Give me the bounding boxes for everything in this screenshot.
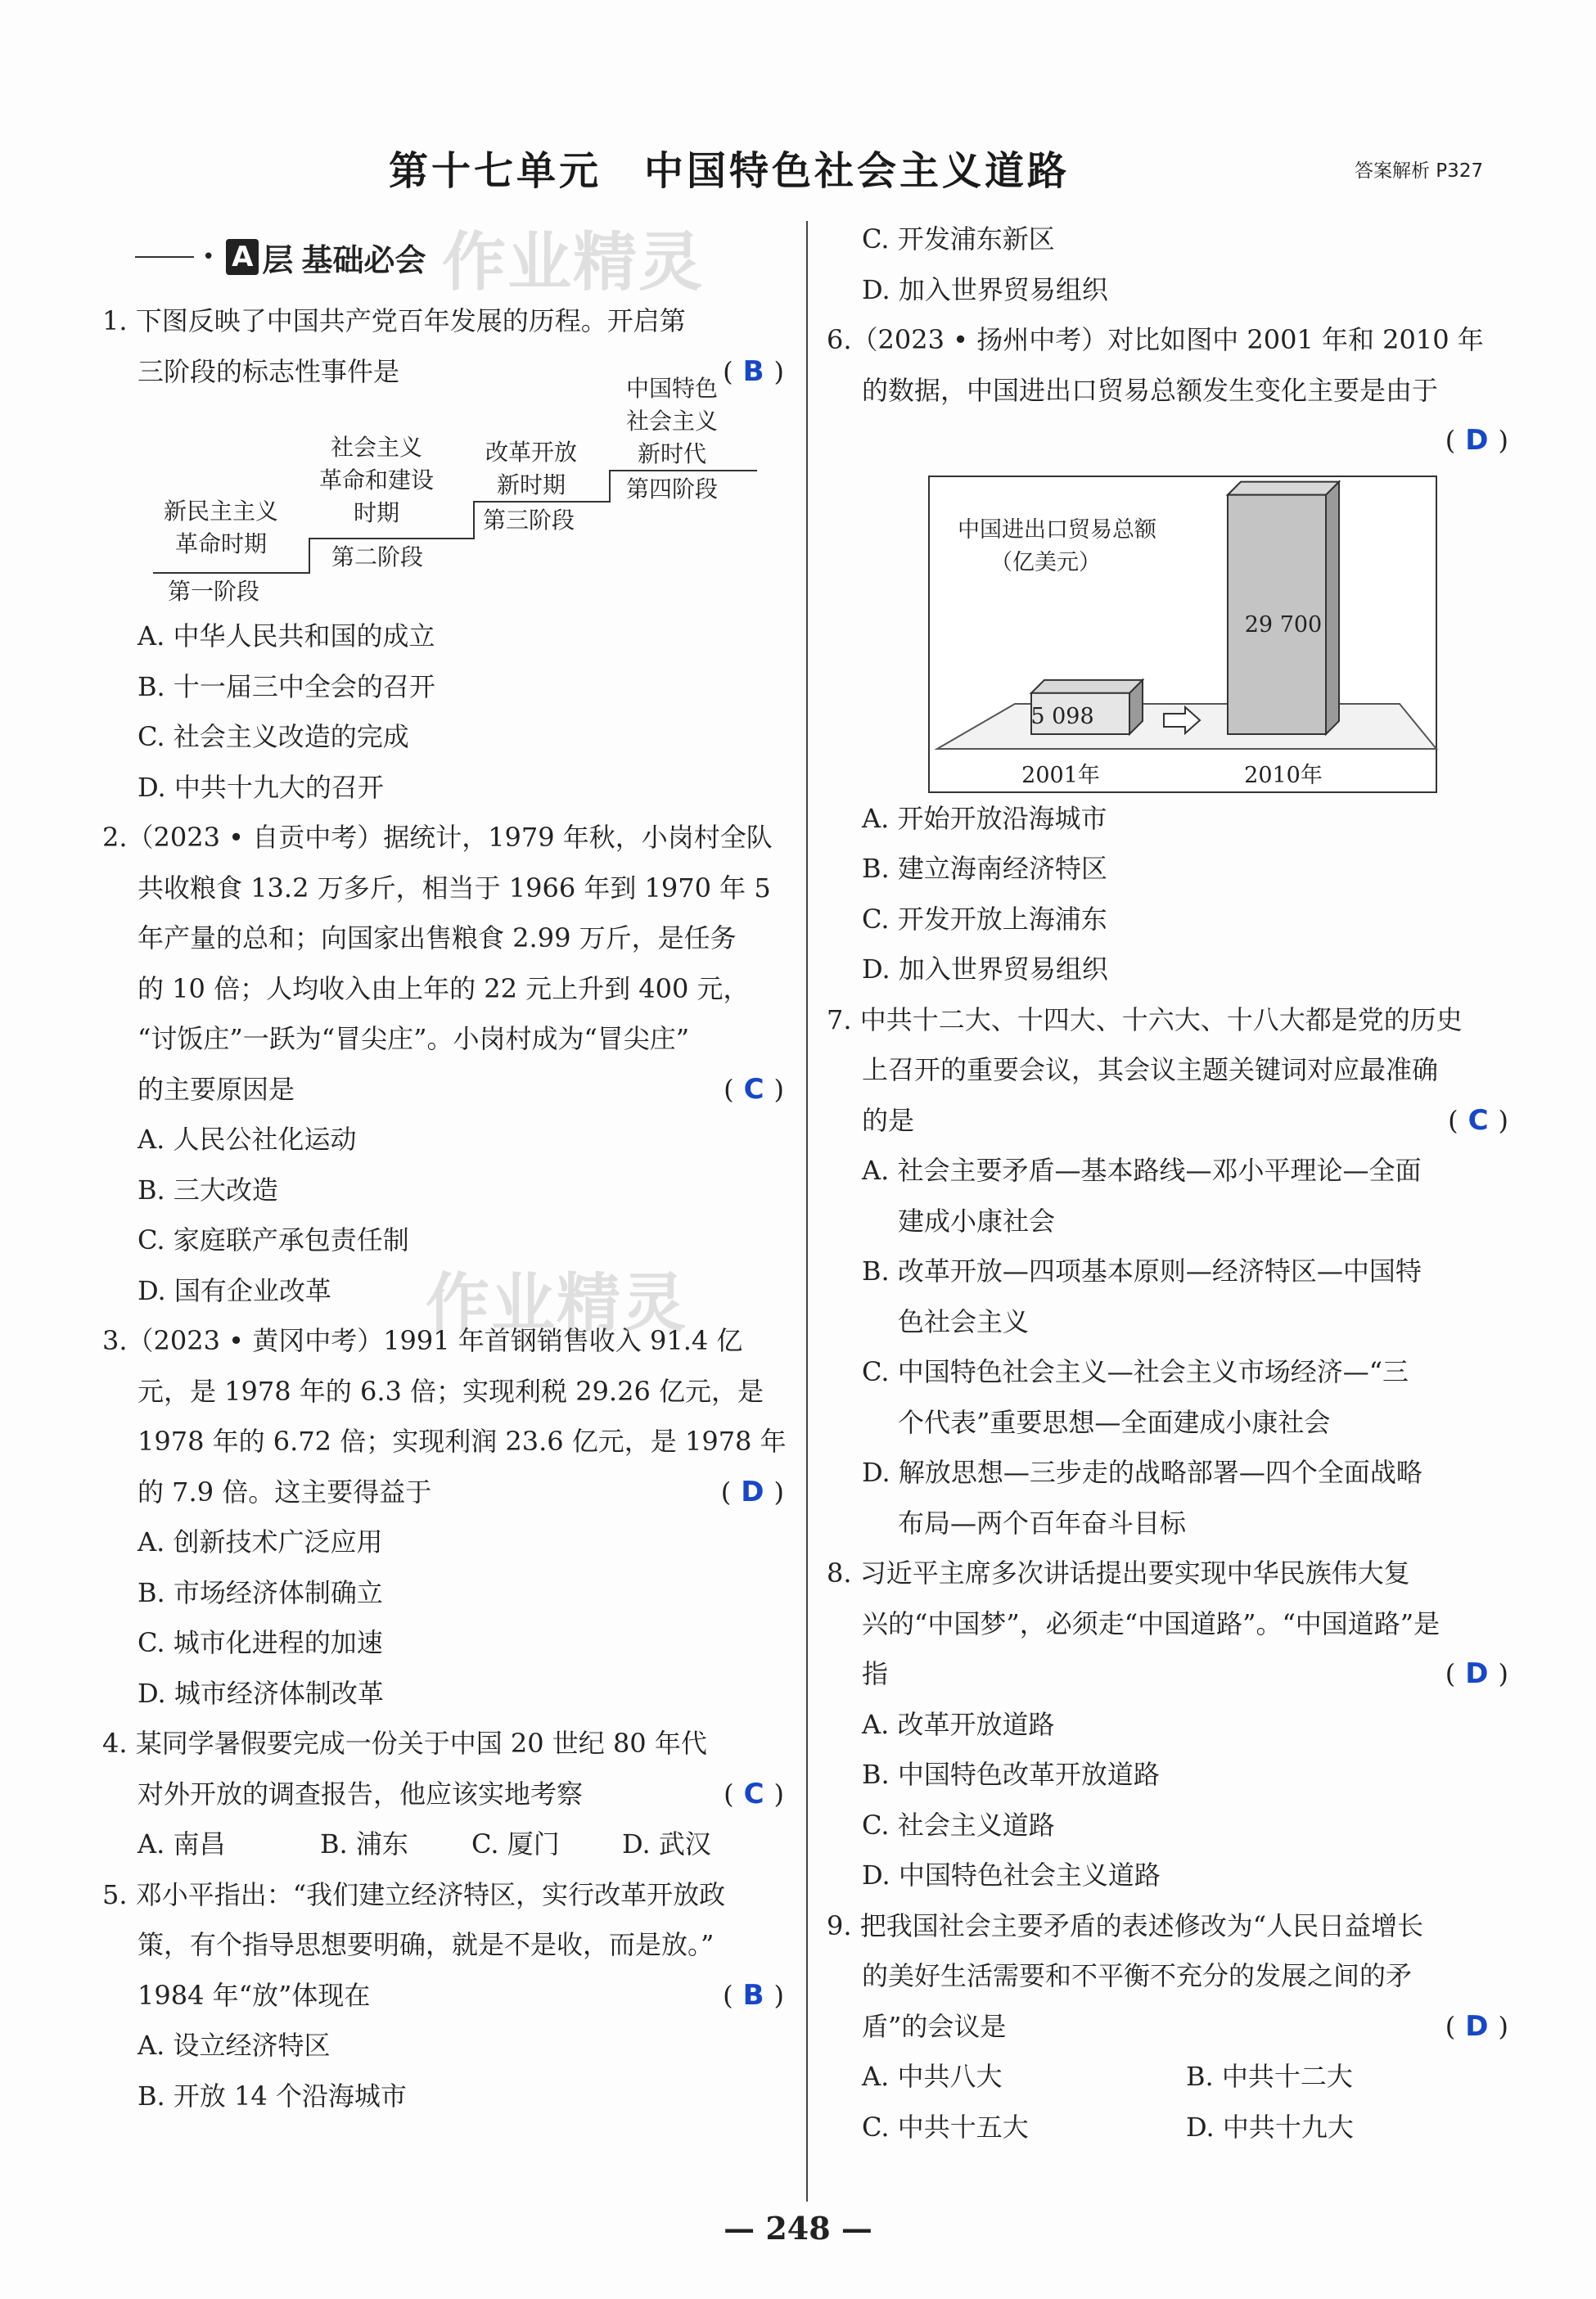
- question-3: [102, 1316, 786, 1719]
- question-text: 策，有个指导思想要明确，就是不是收，而是放。”: [138, 1929, 715, 1960]
- stage-2-name: 社会主义 革命和建设 时期: [319, 434, 435, 526]
- option: C. 中国特色社会主义—社会主义市场经济—“三: [862, 1356, 1409, 1387]
- answer-bracket: ( C ): [1448, 1103, 1508, 1137]
- bar-value-label: 5 098: [1030, 703, 1094, 729]
- option: B. 开放 14 个沿海城市: [138, 2080, 407, 2112]
- answer-bracket: ( C ): [724, 1072, 784, 1106]
- option: A. 开始开放沿海城市: [862, 802, 1107, 834]
- answer-letter: C: [743, 1072, 764, 1106]
- section-dot: •: [202, 245, 215, 269]
- option-continued: 色社会主义: [898, 1305, 1030, 1337]
- answer-letter: B: [742, 354, 764, 388]
- option: B. 三大改造: [138, 1174, 278, 1206]
- stage-diagram: [102, 375, 786, 611]
- answer-line: [827, 416, 1510, 467]
- level-suffix: 层: [262, 241, 294, 278]
- question-1: [102, 296, 786, 813]
- question-text: 年产量的总和；向国家出售粮食 2.99 万斤，是任务: [138, 922, 737, 953]
- watermark: 作业精灵: [426, 1267, 688, 1341]
- option-continued: 个代表”重要思想—全面建成小康社会: [898, 1406, 1331, 1438]
- question-4: [102, 1719, 786, 1870]
- answer-bracket: ( D ): [1445, 1657, 1508, 1690]
- option-row: [827, 2052, 1510, 2103]
- question-text: 1. 下图反映了中国共产党百年发展的历程。开启第: [102, 305, 686, 336]
- section-header: [135, 236, 426, 278]
- chart-title: 中国进出口贸易总额: [958, 516, 1156, 543]
- x-tick-label: 2001年: [1021, 762, 1100, 788]
- question-text: 对外开放的调查报告，他应该实地考察 ( C ): [102, 1769, 786, 1820]
- question-text: 7. 中共十二大、十四大、十六大、十八大都是党的历史: [827, 1003, 1463, 1035]
- question-5: [102, 1870, 786, 2122]
- question-text: 的主要原因是 ( C ): [102, 1065, 786, 1116]
- question-text: 4. 某同学暑假要完成一份关于中国 20 世纪 80 年代: [102, 1728, 707, 1759]
- stage-1-name: 新民主主义 革命时期: [164, 498, 279, 557]
- section-title: 基础必会: [301, 241, 426, 278]
- trade-chart: [827, 467, 1510, 794]
- question-text: 的美好生活需要和不平衡不充分的发展之间的矛: [862, 1960, 1413, 1991]
- question-text: 8. 习近平主席多次讲话提出要实现中华民族伟大复: [827, 1557, 1410, 1589]
- option: A. 中华人民共和国的成立: [138, 620, 435, 651]
- option: D. 城市经济体制改革: [138, 1677, 384, 1709]
- question-text: 兴的“中国梦”，必须走“中国道路”。“中国道路”是: [862, 1607, 1440, 1639]
- option: C. 厦门: [471, 1828, 560, 1859]
- section-dash: [135, 256, 194, 258]
- question-text: 指 ( D ): [827, 1649, 1510, 1700]
- chart-canvas: [827, 467, 1510, 794]
- answer-letter: D: [741, 1475, 764, 1508]
- option-continued: 布局—两个百年奋斗目标: [898, 1507, 1187, 1539]
- option: B. 建立海南经济特区: [862, 853, 1107, 884]
- option: B. 中国特色改革开放道路: [862, 1759, 1160, 1790]
- answer-bracket: ( B ): [723, 1978, 784, 2012]
- option-continued: 建成小康社会: [898, 1205, 1056, 1237]
- option: A. 人民公社化运动: [138, 1124, 357, 1155]
- option: B. 十一届三中全会的召开: [138, 670, 435, 702]
- question-text: “讨饭庄”一跃为“冒尖庄”。小岗村成为“冒尖庄”: [138, 1023, 690, 1054]
- chart-unit: （亿美元）: [990, 549, 1101, 575]
- question-text: 1984 年“放”体现在 ( B ): [102, 1971, 786, 2022]
- answer-bracket: ( C ): [724, 1777, 784, 1810]
- option: D. 国有企业改革: [138, 1274, 331, 1306]
- page-number: — 248 —: [724, 2210, 872, 2247]
- option: A. 创新技术广泛应用: [138, 1526, 383, 1557]
- option: B. 浦东: [320, 1828, 408, 1859]
- option: B. 中共十二大: [1186, 2061, 1353, 2092]
- answer-letter: C: [743, 1777, 764, 1810]
- x-tick-label: 2010年: [1244, 762, 1323, 788]
- answer-bracket: ( D ): [1445, 2009, 1508, 2043]
- answer-reference: 答案解析 P327: [1355, 160, 1484, 182]
- option: D. 中国特色社会主义道路: [862, 1859, 1161, 1891]
- option: B. 市场经济体制确立: [138, 1576, 383, 1608]
- column-divider: [806, 221, 808, 2202]
- answer-letter: D: [1465, 1657, 1489, 1690]
- question-2: [102, 813, 786, 1316]
- question-text: 9. 把我国社会主要矛盾的表述修改为“人民日益增长: [827, 1909, 1424, 1941]
- stage-2-label: 第二阶段: [331, 543, 424, 570]
- answer-bracket: ( D ): [1445, 424, 1508, 457]
- option-row: [827, 2103, 1510, 2153]
- stage-4-label: 第四阶段: [626, 476, 719, 503]
- option: D. 武汉: [622, 1828, 711, 1859]
- answer-letter: C: [1468, 1103, 1489, 1137]
- option: C. 家庭联产承包责任制: [138, 1224, 409, 1255]
- option: C. 社会主义道路: [862, 1809, 1055, 1841]
- question-text: 三阶段的标志性事件是 ( B ): [102, 347, 786, 398]
- question-text: 3.（2023 • 黄冈中考）1991 年首钢销售收入 91.4 亿: [102, 1325, 743, 1356]
- answer-letter: D: [1465, 2009, 1489, 2043]
- question-text: 上召开的重要会议，其会议主题关键词对应最准确: [862, 1054, 1439, 1085]
- question-text: 6.（2023 • 扬州中考）对比如图中 2001 年和 2010 年: [827, 324, 1484, 355]
- option: D. 加入世界贸易组织: [862, 273, 1108, 305]
- option: D. 中共十九大: [1186, 2111, 1354, 2143]
- question-text: 的 7.9 倍。这主要得益于 ( D ): [102, 1467, 786, 1518]
- watermark: 作业精灵: [442, 226, 705, 300]
- question-text: 盾”的会议是 ( D ): [827, 2002, 1510, 2053]
- answer-letter: D: [1465, 424, 1489, 457]
- answer-letter: B: [742, 1978, 764, 2012]
- option: D. 解放思想—三步走的战略部署—四个全面战略: [862, 1457, 1422, 1488]
- question-7: [827, 995, 1510, 1549]
- option: A. 中共八大: [862, 2061, 1003, 2092]
- stage-3-name: 改革开放 新时期: [485, 439, 578, 498]
- stage-1-label: 第一阶段: [168, 578, 260, 605]
- option: A. 设立经济特区: [138, 2030, 331, 2061]
- question-text: 的数据，中国进出口贸易总额发生变化主要是由于: [862, 374, 1439, 406]
- question-8: [827, 1548, 1510, 1901]
- option: C. 社会主义改造的完成: [138, 721, 409, 752]
- question-text: 的是 ( C ): [827, 1096, 1510, 1147]
- option: A. 南昌: [138, 1828, 226, 1859]
- option: A. 社会主要矛盾—基本路线—邓小平理论—全面: [862, 1155, 1422, 1186]
- answer-bracket: ( D ): [720, 1475, 784, 1508]
- right-column: [827, 214, 1510, 2152]
- option: D. 中共十九大的召开: [138, 771, 384, 803]
- option: D. 加入世界贸易组织: [862, 953, 1108, 985]
- question-text: 的 10 倍；人均收入由上年的 22 元上升到 400 元，: [138, 972, 750, 1004]
- option: C. 城市化进程的加速: [138, 1627, 383, 1658]
- option: C. 中共十五大: [862, 2111, 1029, 2143]
- option: A. 改革开放道路: [862, 1708, 1055, 1740]
- question-6: [827, 315, 1510, 995]
- question-text: 共收粮食 13.2 万多斤，相当于 1966 年到 1970 年 5: [138, 872, 771, 904]
- question-9: [827, 1901, 1510, 2153]
- question-text: 2.（2023 • 自贡中考）据统计，1979 年秋，小岗村全队: [102, 822, 773, 853]
- answer-bracket: ( B ): [723, 354, 784, 388]
- bar-value-label: 29 700: [1244, 611, 1323, 638]
- level-badge: A: [226, 239, 259, 275]
- bar-2010年: [1228, 481, 1339, 733]
- option: C. 开发开放上海浦东: [862, 903, 1107, 935]
- option: B. 改革开放—四项基本原则—经济特区—中国特: [862, 1255, 1422, 1287]
- unit-title: 第十七单元 中国特色社会主义道路: [389, 148, 1071, 194]
- option-row: [102, 1819, 786, 1870]
- question-text: 5. 邓小平指出：“我们建立经济特区，实行改革开放政: [102, 1878, 726, 1910]
- stage-3-label: 第三阶段: [483, 507, 575, 534]
- question-text: 元，是 1978 年的 6.3 倍；实现利税 29.26 亿元，是: [138, 1375, 764, 1407]
- option: C. 开发浦东新区: [862, 223, 1055, 255]
- left-column: [102, 296, 786, 2121]
- stage-4-name: 中国特色 社会主义 新时代: [626, 375, 719, 467]
- question-text: 1978 年的 6.72 倍；实现利润 23.6 亿元，是 1978 年: [138, 1426, 787, 1457]
